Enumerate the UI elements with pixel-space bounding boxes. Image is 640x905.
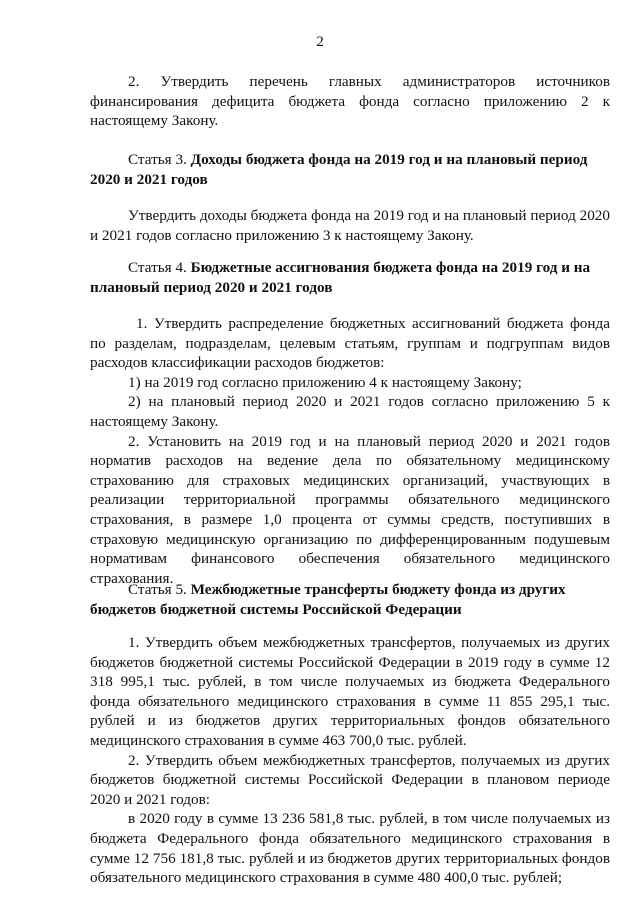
paragraph: 2. Утвердить перечень главных администраторов источников финансирования дефицита бюджета фонда согласно приложению 2 к настоящему Закону.: [90, 73, 610, 130]
article-4-title: Бюджетные ассигнования бюджета фонда на 2019 год и на плановый период 2020 и 2021 годов: [90, 259, 591, 296]
article-4-prefix: Статья 4.: [128, 259, 191, 276]
article-4-heading: [90, 258, 610, 297]
article-4-item-2: 2. Установить на 2019 год и на плановый период 2020 и 2021 годов норматив расходов на ведение дела по обязательному медицинскому страхованию для страховых медицинских организаций, участвующих в реализации территориальной программы обязательного медицинского страхования, в размере 1,0 процента от суммы средств, поступивших в страховую медицинскую организацию по дифференцированным подушевым нормативам финансового обеспечения обязательного медицинского страхования.: [90, 432, 610, 587]
article-5-item-2: 2. Утвердить объем межбюджетных трансфертов, получаемых из других бюджетов бюджетной системы Российской Федерации в плановом периоде 2020 и 2021 годов:: [90, 751, 610, 808]
article-5-title: Межбюджетные трансферты бюджету фонда из других бюджетов бюджетной системы Российской Федерации: [90, 581, 566, 618]
article-4-item-1-2: 2) на плановый период 2020 и 2021 годов согласно приложению 5 к настоящему Закону.: [90, 393, 610, 430]
article-5-prefix: Статья 5.: [128, 581, 191, 598]
article-5-item-1: 1. Утвердить объем межбюджетных трансфертов, получаемых из других бюджетов бюджетной системы Российской Федерации в 2019 году в сумме 12 318 995,1 тыс. рублей, в том числе получаемых из бюджета Федерального фонда обязательного медицинского страхования в сумме 11 855 295,1 тыс. рублей и из бюджетов других территориальных фондов обязательного медицинского страхования в сумме 463 700,0 тыс. рублей.: [90, 634, 610, 749]
paragraph: Утвердить доходы бюджета фонда на 2019 год и на плановый период 2020 и 2021 годов согласно приложению 3 к настоящему Закону.: [90, 207, 610, 244]
article-4-item-1-1: 1) на 2019 год согласно приложению 4 к настоящему Закону;: [128, 373, 522, 391]
article-3-heading: [90, 150, 610, 189]
article-5-item-2-1: в 2020 году в сумме 13 236 581,8 тыс. рублей, в том числе получаемых из бюджета Федерального фонда обязательного медицинского страхования в сумме 12 756 181,8 тыс. рублей и из бюджетов других территориальных фондов обязательного медицинского страхования в сумме 480 400,0 тыс. рублей;: [90, 810, 610, 887]
article-5-body: [90, 633, 610, 888]
article-4-item-1: 1. Утвердить распределение бюджетных ассигнований бюджета фонда по разделам, подразделам, целевым статьям, группам и подгруппам видов расходов классификации расходов бюджетов:: [90, 315, 610, 372]
article-3-body: [90, 206, 610, 245]
article-2-item-2: [90, 72, 610, 131]
page-number: 2: [316, 33, 324, 50]
article-3-prefix: Статья 3.: [128, 151, 191, 168]
article-3-title: Доходы бюджета фонда на 2019 год и на плановый период 2020 и 2021 годов: [90, 151, 588, 188]
article-5-heading: [90, 580, 610, 619]
article-4-body: [90, 314, 610, 588]
